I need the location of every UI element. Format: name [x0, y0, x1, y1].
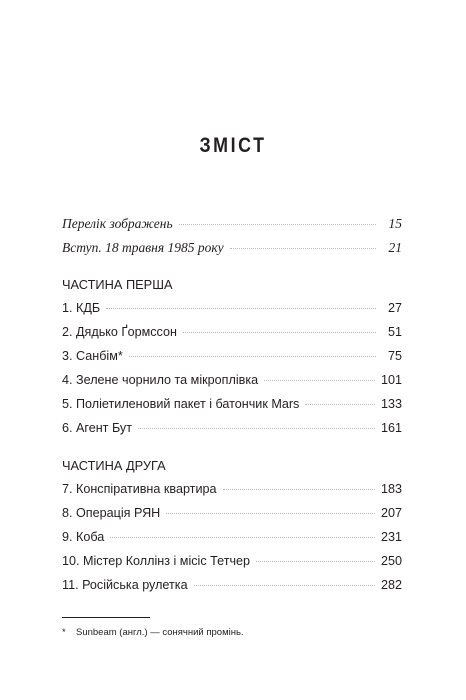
- toc-entry-chapter: [62, 506, 402, 530]
- toc-entry-chapter: [62, 482, 402, 506]
- toc-entry-chapter: [62, 397, 402, 421]
- toc-entry-page: 161: [380, 421, 402, 435]
- toc-entry-label: 4. Зелене чорнило та мікроплівка: [62, 373, 259, 387]
- toc-entry-label: 6. Агент Бут: [62, 421, 132, 435]
- toc-entry-label: Перелік зображень: [62, 216, 173, 231]
- dot-leader: [264, 380, 375, 381]
- dot-leader: [223, 489, 375, 490]
- part-heading: ЧАСТИНА ДРУГА: [62, 458, 166, 473]
- toc-entry-page: 21: [388, 240, 402, 255]
- toc-entry-chapter: [62, 530, 402, 554]
- toc-entry-label: 8. Операція РЯН: [62, 506, 161, 520]
- toc-entry-chapter: [62, 578, 402, 602]
- page-title: ЗМІСТ: [199, 134, 267, 157]
- toc-entry-page: 51: [387, 325, 402, 339]
- footnote-text: Sunbeam (англ.) — сонячний промінь.: [76, 627, 244, 638]
- toc-entry-label: Вступ. 18 травня 1985 року: [62, 240, 224, 255]
- dot-leader: [183, 332, 376, 333]
- toc-entry-page: 27: [387, 301, 402, 315]
- toc-entry-label: 7. Конспіративна квартира: [62, 482, 217, 496]
- toc-entry-front-matter: [62, 216, 402, 240]
- dot-leader: [166, 513, 375, 514]
- toc-entry-page: 282: [380, 578, 402, 592]
- toc-entry-label: 5. Поліетиленовий пакет і батончик Mars: [62, 397, 300, 411]
- dot-leader: [138, 428, 375, 429]
- toc-entry-label: 2. Дядько Ґормссон: [62, 325, 177, 339]
- toc-entry-page: 250: [380, 554, 402, 568]
- dot-leader: [230, 248, 376, 249]
- toc-entry-page: 133: [380, 397, 402, 411]
- dot-leader: [129, 356, 376, 357]
- toc-entry-page: 15: [388, 216, 402, 231]
- toc-entry-chapter: [62, 373, 402, 397]
- toc-entry-label: 9. Коба: [62, 530, 105, 544]
- footnote: [62, 627, 244, 638]
- toc-entry-label: 10. Містер Коллінз і місіс Тетчер: [62, 554, 251, 568]
- toc-entry-chapter: [62, 554, 402, 578]
- dot-leader: [110, 537, 375, 538]
- dot-leader: [305, 404, 375, 405]
- toc-entry-page: 207: [380, 506, 402, 520]
- toc-entry-chapter: [62, 301, 402, 325]
- dot-leader: [179, 224, 376, 225]
- footnote-rule: [62, 617, 150, 618]
- toc-entry-page: 183: [380, 482, 402, 496]
- toc-entry-label: 3. Санбім*: [62, 349, 123, 363]
- toc-entry-chapter: [62, 421, 402, 445]
- toc-entry-introduction: [62, 240, 402, 264]
- toc-entry-label: 1. КДБ: [62, 301, 101, 315]
- toc-entry-label: 11. Російська рулетка: [62, 578, 188, 592]
- dot-leader: [194, 585, 375, 586]
- dot-leader: [256, 561, 375, 562]
- toc-entry-chapter: [62, 349, 402, 373]
- part-heading: ЧАСТИНА ПЕРША: [62, 277, 173, 292]
- dot-leader: [106, 308, 376, 309]
- toc-entry-chapter: [62, 325, 402, 349]
- toc-entry-page: 75: [387, 349, 402, 363]
- toc-entry-page: 231: [380, 530, 402, 544]
- footnote-mark: *: [62, 627, 66, 638]
- toc-entry-page: 101: [380, 373, 402, 387]
- table-of-contents: [62, 216, 402, 602]
